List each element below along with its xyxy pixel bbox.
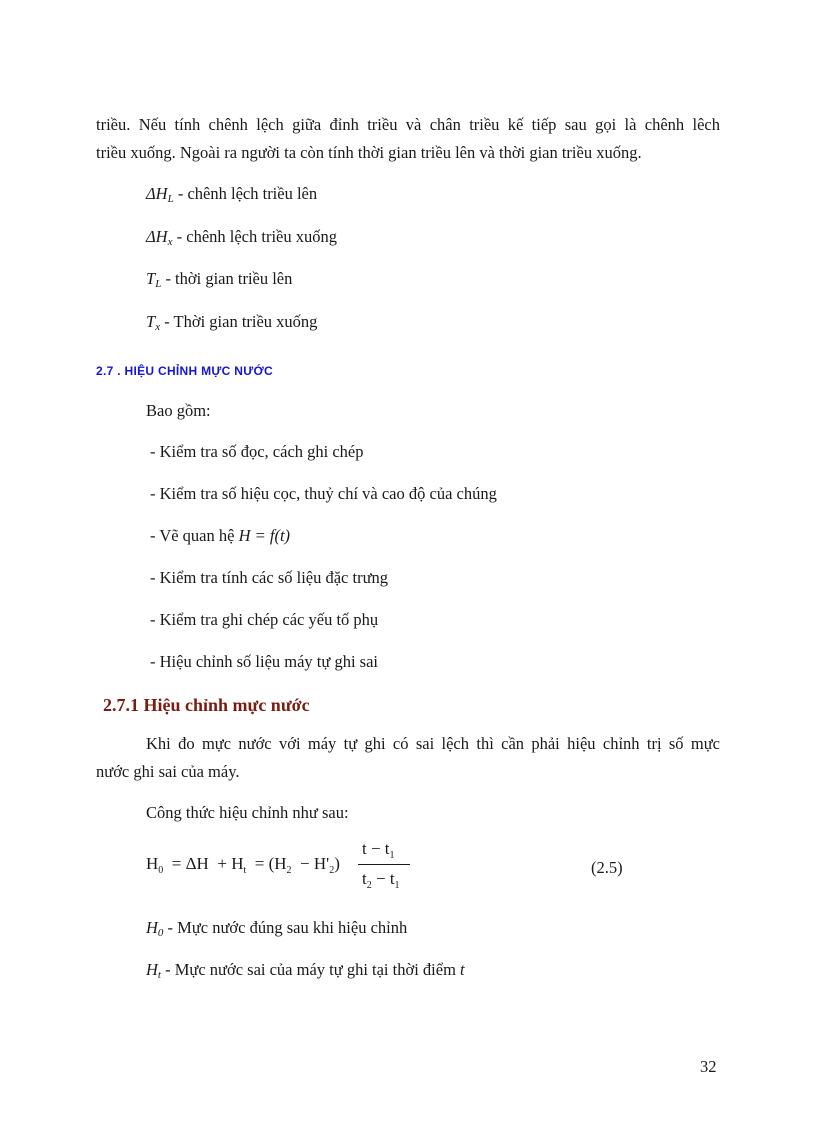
def-dhl [146,179,317,209]
intro-line-2: triều xuống. Ngoài ra người ta còn tính thời gian triều lên và thời gian triều xuống. [96,143,642,162]
eq-delta-h: ΔH [185,854,209,873]
eq-denominator: $t_2 - t_1$ [362,869,400,891]
def-subscript: x [155,321,161,333]
def-text: - thời gian triều lên [161,269,293,288]
eq-sub: 2 [329,865,335,876]
var-text: - Mực nước đúng sau khi hiệu chỉnh [163,918,408,937]
var-subscript: t [157,969,161,981]
eq-fraction [358,838,410,896]
eq-paren: (H [268,854,287,873]
list-item-text: - Vẽ quan hệ [150,526,239,545]
eq-sub: 2 [286,865,292,876]
eq-fraction-bar [358,864,410,865]
list-item: - Kiểm tra số đọc, cách ghi chép [150,442,364,461]
list-item: - Kiểm tra số hiệu cọc, thuỷ chí và cao độ của chúng [150,484,497,503]
section-lead: Bao gồm: [146,401,211,420]
def-subscript: L [155,278,162,290]
eq-equals: = [254,854,265,873]
equation-2-5 [146,852,340,876]
def-symbol: T [146,269,156,288]
var-tail: t [460,960,465,979]
var-symbol: H [146,960,158,979]
eq-minus: − [300,854,310,873]
def-symbol: ΔH [146,227,168,246]
eq-sub: 0 [158,865,164,876]
list-item: - Hiệu chỉnh số liệu máy tự ghi sai [150,652,378,671]
eq-sub: t [243,865,247,876]
def-tx [146,307,317,337]
def-subscript: L [167,193,174,205]
list-item: - Kiểm tra ghi chép các yếu tố phụ [150,610,379,629]
eq-plus: + [217,854,227,873]
def-text: - chênh lệch triều xuống [172,227,337,246]
var-symbol: H [146,918,158,937]
equation-number: (2.5) [591,858,623,877]
def-subscript: x [167,236,173,248]
var-text: - Mực nước sai của máy tự ghi tại thời điểm [160,960,461,979]
intro-line-1: triều. Nếu tính chênh lệch giữa đỉnh triều và chân triều kế tiếp sau gọi là chênh lêch [96,115,720,134]
eq-paren-close: ) [334,854,340,873]
eq-h-prime: H' [313,854,330,873]
var-ht [146,955,465,985]
page-number: 32 [700,1057,717,1076]
eq-ht: H [231,854,244,873]
def-text: - Thời gian triều xuống [160,312,318,331]
eq-equals: = [171,854,182,873]
section-heading-2-7-1: 2.7.1 Hiệu chỉnh mực nước [103,695,310,715]
var-subscript: 0 [157,927,164,939]
relation-formula: H = f(t) [238,526,291,545]
formula-intro: Công thức hiệu chỉnh như sau: [146,803,349,822]
eq-numerator: $t - t_1$ [362,839,395,861]
def-symbol: T [146,312,156,331]
list-item [150,521,290,551]
eq-h: H [146,854,159,873]
paragraph-line-1: Khi đo mực nước với máy tự ghi có sai lệch thì cần phải hiệu chỉnh trị số mực [146,734,720,753]
def-text: - chênh lệch triều lên [173,184,318,203]
def-tl [146,264,292,294]
list-item: - Kiểm tra tính các số liệu đặc trưng [150,568,389,587]
def-dhx [146,222,337,252]
paragraph-line-2: nước ghi sai của máy. [96,762,240,781]
var-h0 [146,913,407,943]
section-heading-2-7: 2.7 . HIỆU CHỈNH MỰC NƯỚC [96,364,273,378]
def-symbol: ΔH [146,184,168,203]
